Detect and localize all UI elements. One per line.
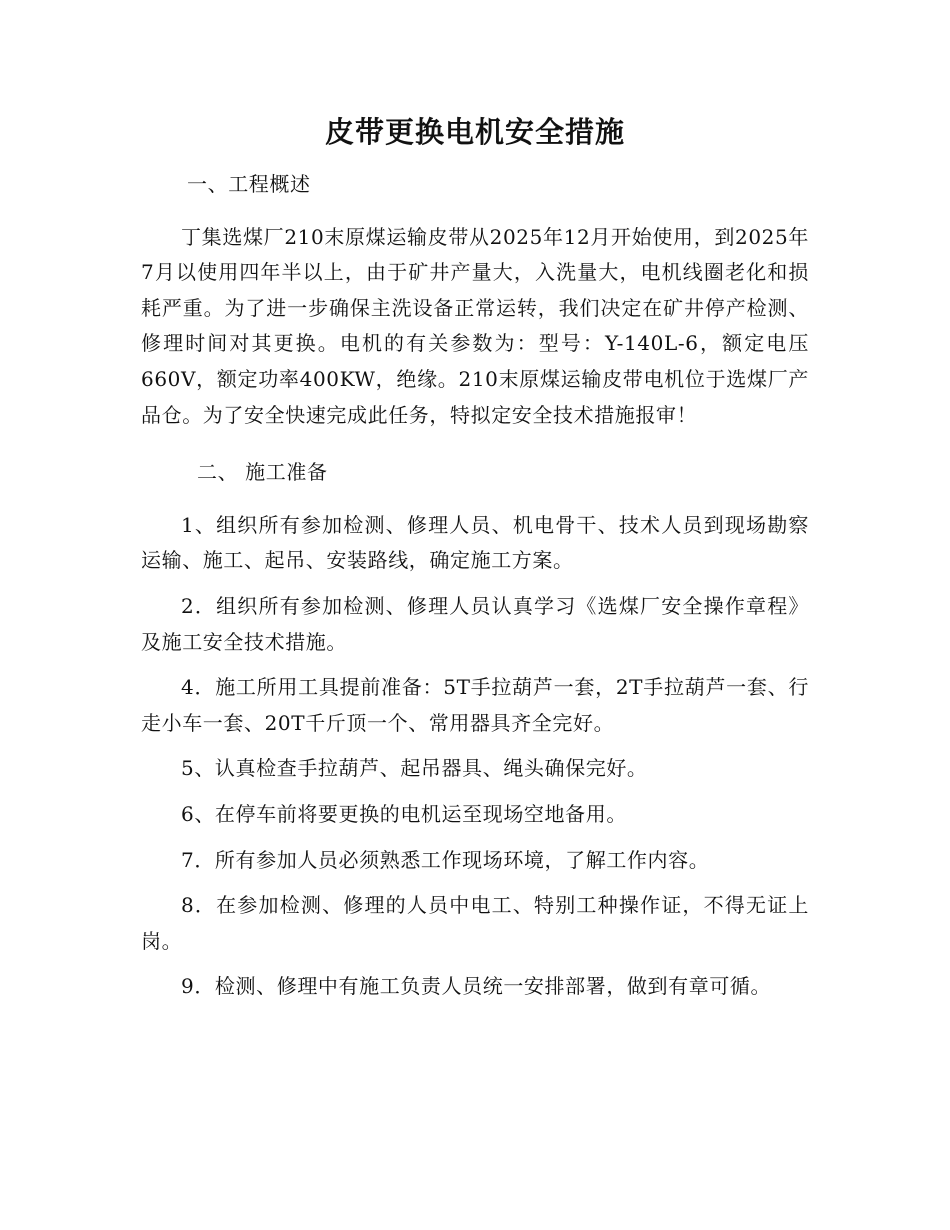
- preparation-item-4: 4．施工所用工具提前准备：5T手拉葫芦一套，2T手拉葫芦一套、行走小车一套、20T千斤顶一个、常用器具齐全完好。: [141, 675, 809, 735]
- preparation-item-1: 1、组织所有参加检测、修理人员、机电骨干、技术人员到现场勘察运输、施工、起吊、安装路线，确定施工方案。: [141, 512, 809, 573]
- preparation-item-5: 5、认真检查手拉葫芦、起吊器具、绳头确保完好。: [181, 756, 648, 781]
- preparation-item-2: 2．组织所有参加检测、修理人员认真学习《选煤厂安全操作章程》及施工安全技术措施。: [141, 593, 809, 654]
- preparation-item-9: 9．检测、修理中有施工负责人员统一安排部署，做到有章可循。: [181, 974, 772, 999]
- preparation-item-6: 6、在停车前将要更换的电机运至现场空地备用。: [181, 801, 627, 826]
- document-body: [141, 167, 809, 1005]
- document-title: 皮带更换电机安全措施: [324, 115, 625, 149]
- preparation-item-8: 8．在参加检测、修理的人员中电工、特别工种操作证，不得无证上岗。: [141, 893, 809, 953]
- section-heading-overview: 一、工程概述: [187, 172, 311, 196]
- section-heading-preparation: 二、 施工准备: [197, 460, 328, 485]
- preparation-item-7: 7．所有参加人员必须熟悉工作现场环境，了解工作内容。: [181, 847, 710, 872]
- overview-paragraph: 丁集选煤厂210末原煤运输皮带从2025年12月开始使用，到2025年7月以使用四年半以上，由于矿井产量大，入洗量大，电机线圈老化和损耗严重。为了进一步确保主洗设备正常运转，我们决定在矿井停产检测、修理时间对其更换。电机的有关参数为：型号：Y-140L-6，额定电压660V，额定功率400KW，绝缘。210末原煤运输皮带电机位于选煤厂产品仓。为了安全快速完成此任务，特拟定安全技术措施报审！: [141, 224, 809, 427]
